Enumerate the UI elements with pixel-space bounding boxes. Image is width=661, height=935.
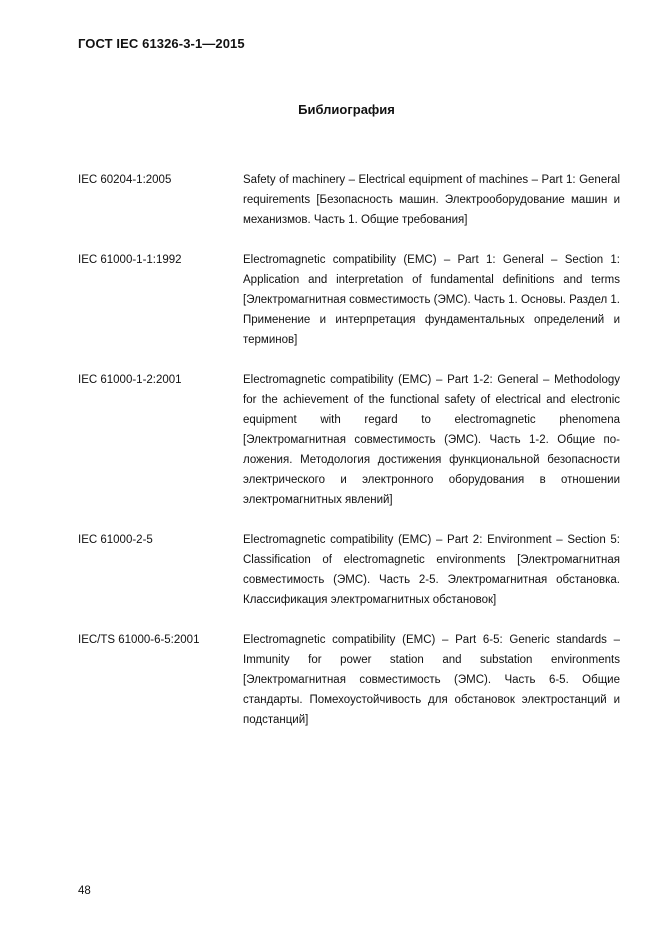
document-header: ГОСТ IEC 61326-3-1—2015 [78, 36, 245, 51]
page-number: 48 [78, 885, 91, 897]
entry-description: Electromagnetic compatibility (EMC) – Part 2: Environment – Section 5: Classification of electromagnetic environments [Электромагнитная совместимость (ЭМС). Часть 2-5. Электромагнитная обстановка. Классификация электромагнитных обстановок] [243, 534, 620, 606]
entry-description: Electromagnetic compatibility (EMC) – Part 1: General – Section 1: Application and interpretation of fundamental definitions and terms [Электромагнитная совместимость (ЭМС). Часть 1. Основы. Раздел 1. Применение и интерпретация фундаментальных определений и терминов] [243, 254, 620, 346]
entry-description: Electromagnetic compatibility (EMC) – Part 6-5: Generic standards – Immunity for power station and substation environments [Электромагнитная совместимость (ЭМС). Часть 6-5. Общие стандарты. Помехоустойчивость для обстановок электростанций и подстанций] [243, 634, 620, 726]
entry-description: Electromagnetic compatibility (EMC) – Part 1-2: General – Methodology for the achievement of the functional safety of electrical and electronic equipment with regard to electromagnetic phenomena [Электромагнитная совместимость (ЭМС). Часть 1-2. Общие положения. Методология достижения функциональной безопасности электрического и электронного оборудования в отношении электромагнитных явлений] [243, 374, 620, 506]
entry-reference: IEC 61000-1-2:2001 [78, 374, 182, 386]
entry-reference: IEC/TS 61000-6-5:2001 [78, 634, 200, 646]
page-title: Библиография [298, 102, 395, 117]
entry-reference: IEC 61000-1-1:1992 [78, 254, 182, 266]
entry-reference: IEC 61000-2-5 [78, 534, 153, 546]
entry-reference: IEC 60204-1:2005 [78, 174, 172, 186]
entry-description: Safety of machinery – Electrical equipment of machines – Part 1: General requirements [Безопасность машин. Электрооборудование машин и механизмов. Часть 1. Общие требования] [243, 174, 620, 226]
